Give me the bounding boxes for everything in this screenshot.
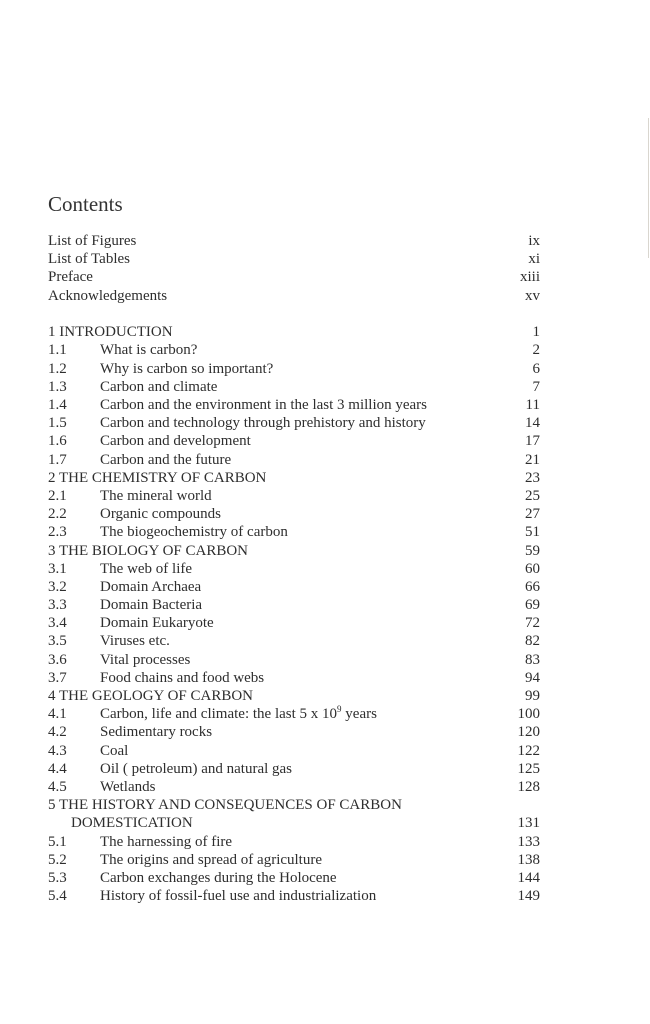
contents-title: Contents	[48, 192, 123, 216]
toc-section[interactable]	[48, 560, 540, 578]
entry-page: 122	[517, 742, 540, 759]
entry-page: 144	[517, 869, 540, 886]
section-label: Carbon and development	[100, 433, 251, 450]
entry-page: 82	[525, 633, 540, 650]
toc-section[interactable]	[48, 778, 540, 796]
entry-page: xiii	[519, 269, 540, 286]
entry-page: 100	[517, 706, 540, 723]
section-number: 2.3	[48, 524, 67, 541]
toc-chapter-2[interactable]	[48, 469, 540, 487]
section-label: The web of life	[100, 560, 193, 577]
section-label: Carbon and the environment in the last 3 million years	[100, 397, 428, 413]
chapter-heading-continued: DOMESTICATION	[71, 815, 193, 832]
section-label: The biogeochemistry of carbon	[100, 524, 288, 541]
toc-chapter-1[interactable]	[48, 323, 540, 341]
section-number: 1.5	[48, 415, 67, 432]
section-number: 5.4	[48, 888, 67, 905]
toc-section[interactable]	[48, 614, 540, 632]
toc-chapter-5-continued[interactable]	[48, 814, 540, 832]
toc-entry-acknowledgements[interactable]	[48, 287, 540, 305]
entry-page: 125	[517, 760, 540, 777]
section-number: 3.7	[48, 669, 67, 686]
entry-page: 6	[532, 360, 540, 377]
entry-page: 72	[525, 615, 540, 632]
toc-section[interactable]	[48, 851, 540, 869]
entry-page: xi	[528, 251, 540, 268]
section-label: The mineral world	[100, 487, 212, 504]
spacer	[48, 305, 540, 324]
entry-page: 83	[525, 651, 540, 668]
toc-section[interactable]	[48, 723, 540, 741]
section-number: 3.2	[48, 578, 67, 595]
section-label: Carbon exchanges during the Holocene	[100, 869, 337, 886]
entry-label: List of Tables	[48, 251, 130, 268]
entry-page: 120	[517, 724, 540, 741]
toc-section[interactable]	[48, 523, 540, 541]
entry-page: 14	[525, 415, 540, 432]
section-label: Carbon and technology through prehistory and history	[100, 415, 426, 432]
chapter-heading: 4 THE GEOLOGY OF CARBON	[48, 688, 254, 704]
section-label-text: Carbon, life and climate: the last 5 x 10	[100, 706, 338, 723]
entry-label: Preface	[48, 269, 93, 286]
entry-label: Acknowledgements	[48, 287, 168, 304]
entry-page: 1	[532, 324, 540, 341]
page-edge-shadow	[648, 118, 649, 258]
chapter-heading: 5 THE HISTORY AND CONSEQUENCES OF CARBON	[48, 797, 402, 814]
toc-chapter-5[interactable]	[48, 796, 540, 814]
entry-page: 94	[525, 669, 540, 686]
section-number: 1.6	[48, 433, 67, 450]
section-label: Domain Archaea	[100, 578, 202, 595]
section-label: Viruses etc.	[100, 633, 170, 650]
section-number: 4.3	[48, 742, 67, 759]
section-label: What is carbon?	[100, 342, 198, 359]
toc-section[interactable]	[48, 396, 540, 414]
section-number: 1.1	[48, 342, 67, 359]
section-label: Sedimentary rocks	[100, 724, 213, 741]
section-label: Domain Eukaryote	[100, 615, 214, 632]
section-label: Coal	[100, 742, 129, 759]
entry-page: 51	[525, 524, 540, 541]
toc-section[interactable]	[48, 760, 540, 778]
entry-page: 66	[525, 578, 540, 595]
section-label: Oil ( petroleum) and natural gas	[100, 760, 293, 777]
entry-label: List of Figures	[48, 233, 137, 249]
entry-page: 17	[525, 433, 540, 450]
entry-page: 11	[525, 397, 540, 413]
section-number: 4.1	[48, 706, 67, 723]
section-number: 2.1	[48, 487, 67, 504]
entry-page: 138	[517, 851, 540, 868]
toc-section[interactable]	[48, 578, 540, 596]
section-number: 5.3	[48, 869, 67, 886]
toc-section[interactable]	[48, 487, 540, 505]
toc-section[interactable]	[48, 360, 540, 378]
section-number: 1.3	[48, 378, 67, 395]
toc-entry-list-of-tables[interactable]	[48, 250, 540, 268]
section-label: Organic compounds	[100, 506, 221, 523]
section-label	[100, 705, 377, 723]
toc-entry-preface[interactable]	[48, 268, 540, 286]
entry-page: 133	[517, 833, 540, 850]
section-number: 5.1	[48, 833, 67, 850]
section-label: Food chains and food webs	[100, 669, 265, 686]
section-label: Why is carbon so important?	[100, 360, 274, 377]
section-number: 1.4	[48, 397, 67, 413]
section-number: 3.1	[48, 560, 67, 577]
section-label: Vital processes	[100, 651, 191, 668]
section-number: 4.4	[48, 760, 67, 777]
toc-section[interactable]	[48, 414, 540, 432]
toc-section[interactable]	[48, 887, 540, 905]
section-label: Carbon and the future	[100, 451, 232, 468]
toc-section[interactable]	[48, 378, 540, 396]
chapter-heading: 2 THE CHEMISTRY OF CARBON	[48, 469, 267, 486]
entry-page: 2	[532, 342, 540, 359]
toc-section[interactable]	[48, 869, 540, 887]
toc-section[interactable]	[48, 432, 540, 450]
section-label: Domain Bacteria	[100, 597, 203, 614]
toc-entry-list-of-figures[interactable]	[48, 232, 540, 250]
section-label: History of fossil-fuel use and industrialization	[100, 888, 377, 905]
section-number: 2.2	[48, 506, 67, 523]
entry-page: 99	[525, 688, 540, 704]
toc-section[interactable]	[48, 651, 540, 669]
section-label: The harnessing of fire	[100, 833, 233, 850]
toc-section[interactable]	[48, 341, 540, 359]
section-label: Carbon and climate	[100, 378, 218, 395]
section-number: 3.3	[48, 597, 67, 614]
toc-section[interactable]	[48, 833, 540, 851]
toc-section[interactable]	[48, 742, 540, 760]
chapter-heading: 1 INTRODUCTION	[48, 324, 173, 341]
section-number: 1.7	[48, 451, 67, 468]
entry-page: 23	[525, 469, 540, 486]
section-number: 3.6	[48, 651, 67, 668]
section-label: Wetlands	[100, 778, 156, 795]
toc-section[interactable]	[48, 632, 540, 650]
entry-page: xv	[525, 287, 540, 304]
entry-page: 27	[525, 506, 540, 523]
toc-chapter-4[interactable]	[48, 687, 540, 705]
toc-section[interactable]	[48, 505, 540, 523]
section-number: 5.2	[48, 851, 67, 868]
entry-page: 25	[525, 487, 540, 504]
toc-chapter-3[interactable]	[48, 542, 540, 560]
section-number: 3.5	[48, 633, 67, 650]
chapter-heading: 3 THE BIOLOGY OF CARBON	[48, 542, 249, 559]
section-number: 1.2	[48, 360, 67, 377]
entry-page: ix	[528, 233, 540, 249]
section-label-text-after: years	[341, 706, 377, 723]
section-number: 3.4	[48, 615, 67, 632]
entry-page: 149	[517, 888, 540, 905]
toc-section[interactable]	[48, 596, 540, 614]
section-label: The origins and spread of agriculture	[100, 851, 323, 868]
section-number: 4.2	[48, 724, 67, 741]
section-number: 4.5	[48, 778, 67, 795]
toc-section[interactable]	[48, 451, 540, 469]
front-matter-list	[48, 232, 540, 305]
entry-page: 21	[525, 451, 540, 468]
entry-page: 7	[532, 378, 540, 395]
entry-page: 59	[525, 542, 540, 559]
toc-section[interactable]	[48, 669, 540, 687]
table-of-contents	[48, 232, 540, 905]
superscript-exponent: 9	[337, 704, 342, 715]
entry-page: 128	[517, 778, 540, 795]
entry-page: 131	[517, 815, 540, 832]
toc-section[interactable]	[48, 705, 540, 723]
entry-page: 60	[525, 560, 540, 577]
entry-page: 69	[525, 597, 540, 614]
